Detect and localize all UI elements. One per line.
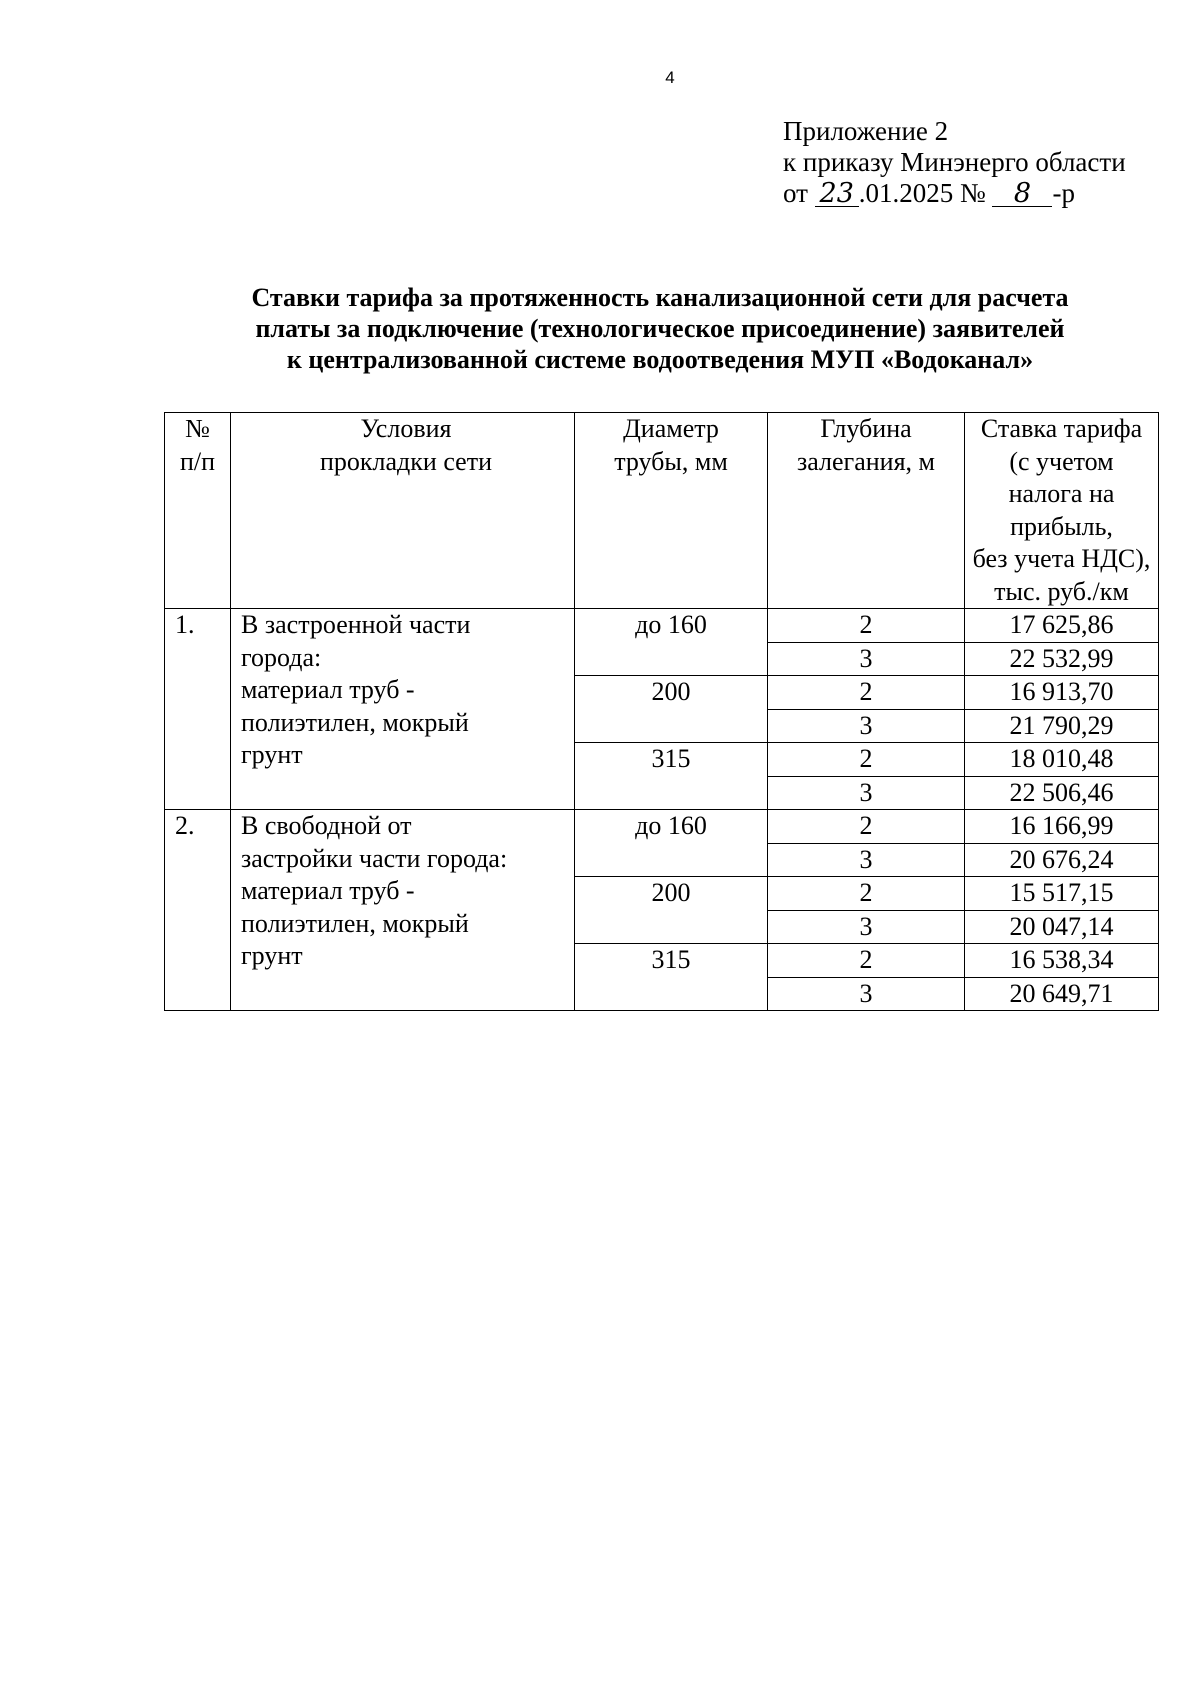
number-suffix: -р [1052, 178, 1075, 208]
pipe-diameter: 315 [575, 743, 768, 810]
laying-depth: 3 [768, 977, 965, 1011]
laying-depth: 3 [768, 843, 965, 877]
appendix-date-line [783, 178, 1126, 209]
header-rate: Ставка тарифа (с учетом налога на прибыль, без учета НДС), тыс. руб./км [965, 413, 1159, 609]
laying-depth: 3 [768, 910, 965, 944]
date-prefix: от [783, 178, 815, 208]
tariff-rate: 22 532,99 [965, 642, 1159, 676]
table-row [165, 810, 1159, 844]
tariff-table [164, 412, 1159, 1011]
tariff-rate: 16 538,34 [965, 944, 1159, 978]
tariff-rate: 15 517,15 [965, 877, 1159, 911]
table-row [165, 609, 1159, 643]
header-diameter: Диаметр трубы, мм [575, 413, 768, 609]
laying-depth: 2 [768, 944, 965, 978]
tariff-rate: 20 047,14 [965, 910, 1159, 944]
appendix-title: Приложение 2 [783, 116, 949, 146]
date-suffix: .01.2025 № [858, 178, 993, 208]
tariff-rate: 17 625,86 [965, 609, 1159, 643]
laying-conditions: В застроенной части города: материал труб - полиэтилен, мокрый грунт [231, 609, 575, 810]
document-title [160, 282, 1160, 375]
laying-conditions: В свободной от застройки части города: материал труб - полиэтилен, мокрый грунт [231, 810, 575, 1011]
laying-depth: 2 [768, 609, 965, 643]
laying-depth: 2 [768, 743, 965, 777]
laying-depth: 3 [768, 776, 965, 810]
handwritten-day: 23 [815, 182, 859, 207]
tariff-rate: 21 790,29 [965, 709, 1159, 743]
appendix-block [783, 116, 1126, 209]
pipe-diameter: до 160 [575, 609, 768, 676]
laying-depth: 2 [768, 810, 965, 844]
tariff-rate: 20 676,24 [965, 843, 1159, 877]
pipe-diameter: 200 [575, 877, 768, 944]
pipe-diameter: 315 [575, 944, 768, 1011]
tariff-table-body [165, 609, 1159, 1011]
row-number: 1. [165, 609, 231, 810]
laying-depth: 2 [768, 676, 965, 710]
header-num: № п/п [165, 413, 231, 609]
tariff-rate: 18 010,48 [965, 743, 1159, 777]
laying-depth: 3 [768, 642, 965, 676]
page-number: 4 [665, 68, 675, 87]
appendix-order-ref: к приказу Минэнерго области [783, 147, 1126, 177]
header-depth: Глубина залегания, м [768, 413, 965, 609]
header-conditions: Условия прокладки сети [231, 413, 575, 609]
title-line-1: Ставки тарифа за протяженность канализационной сети для расчета [251, 283, 1069, 312]
handwritten-order-number: 8 [992, 182, 1052, 207]
row-number: 2. [165, 810, 231, 1011]
tariff-rate: 16 913,70 [965, 676, 1159, 710]
title-line-2: платы за подключение (технологическое присоединение) заявителей [255, 314, 1065, 343]
laying-depth: 3 [768, 709, 965, 743]
tariff-rate: 16 166,99 [965, 810, 1159, 844]
tariff-rate: 20 649,71 [965, 977, 1159, 1011]
pipe-diameter: 200 [575, 676, 768, 743]
tariff-rate: 22 506,46 [965, 776, 1159, 810]
title-line-3: к централизованной системе водоотведения МУП «Водоканал» [286, 345, 1034, 374]
table-header-row [165, 413, 1159, 609]
pipe-diameter: до 160 [575, 810, 768, 877]
laying-depth: 2 [768, 877, 965, 911]
